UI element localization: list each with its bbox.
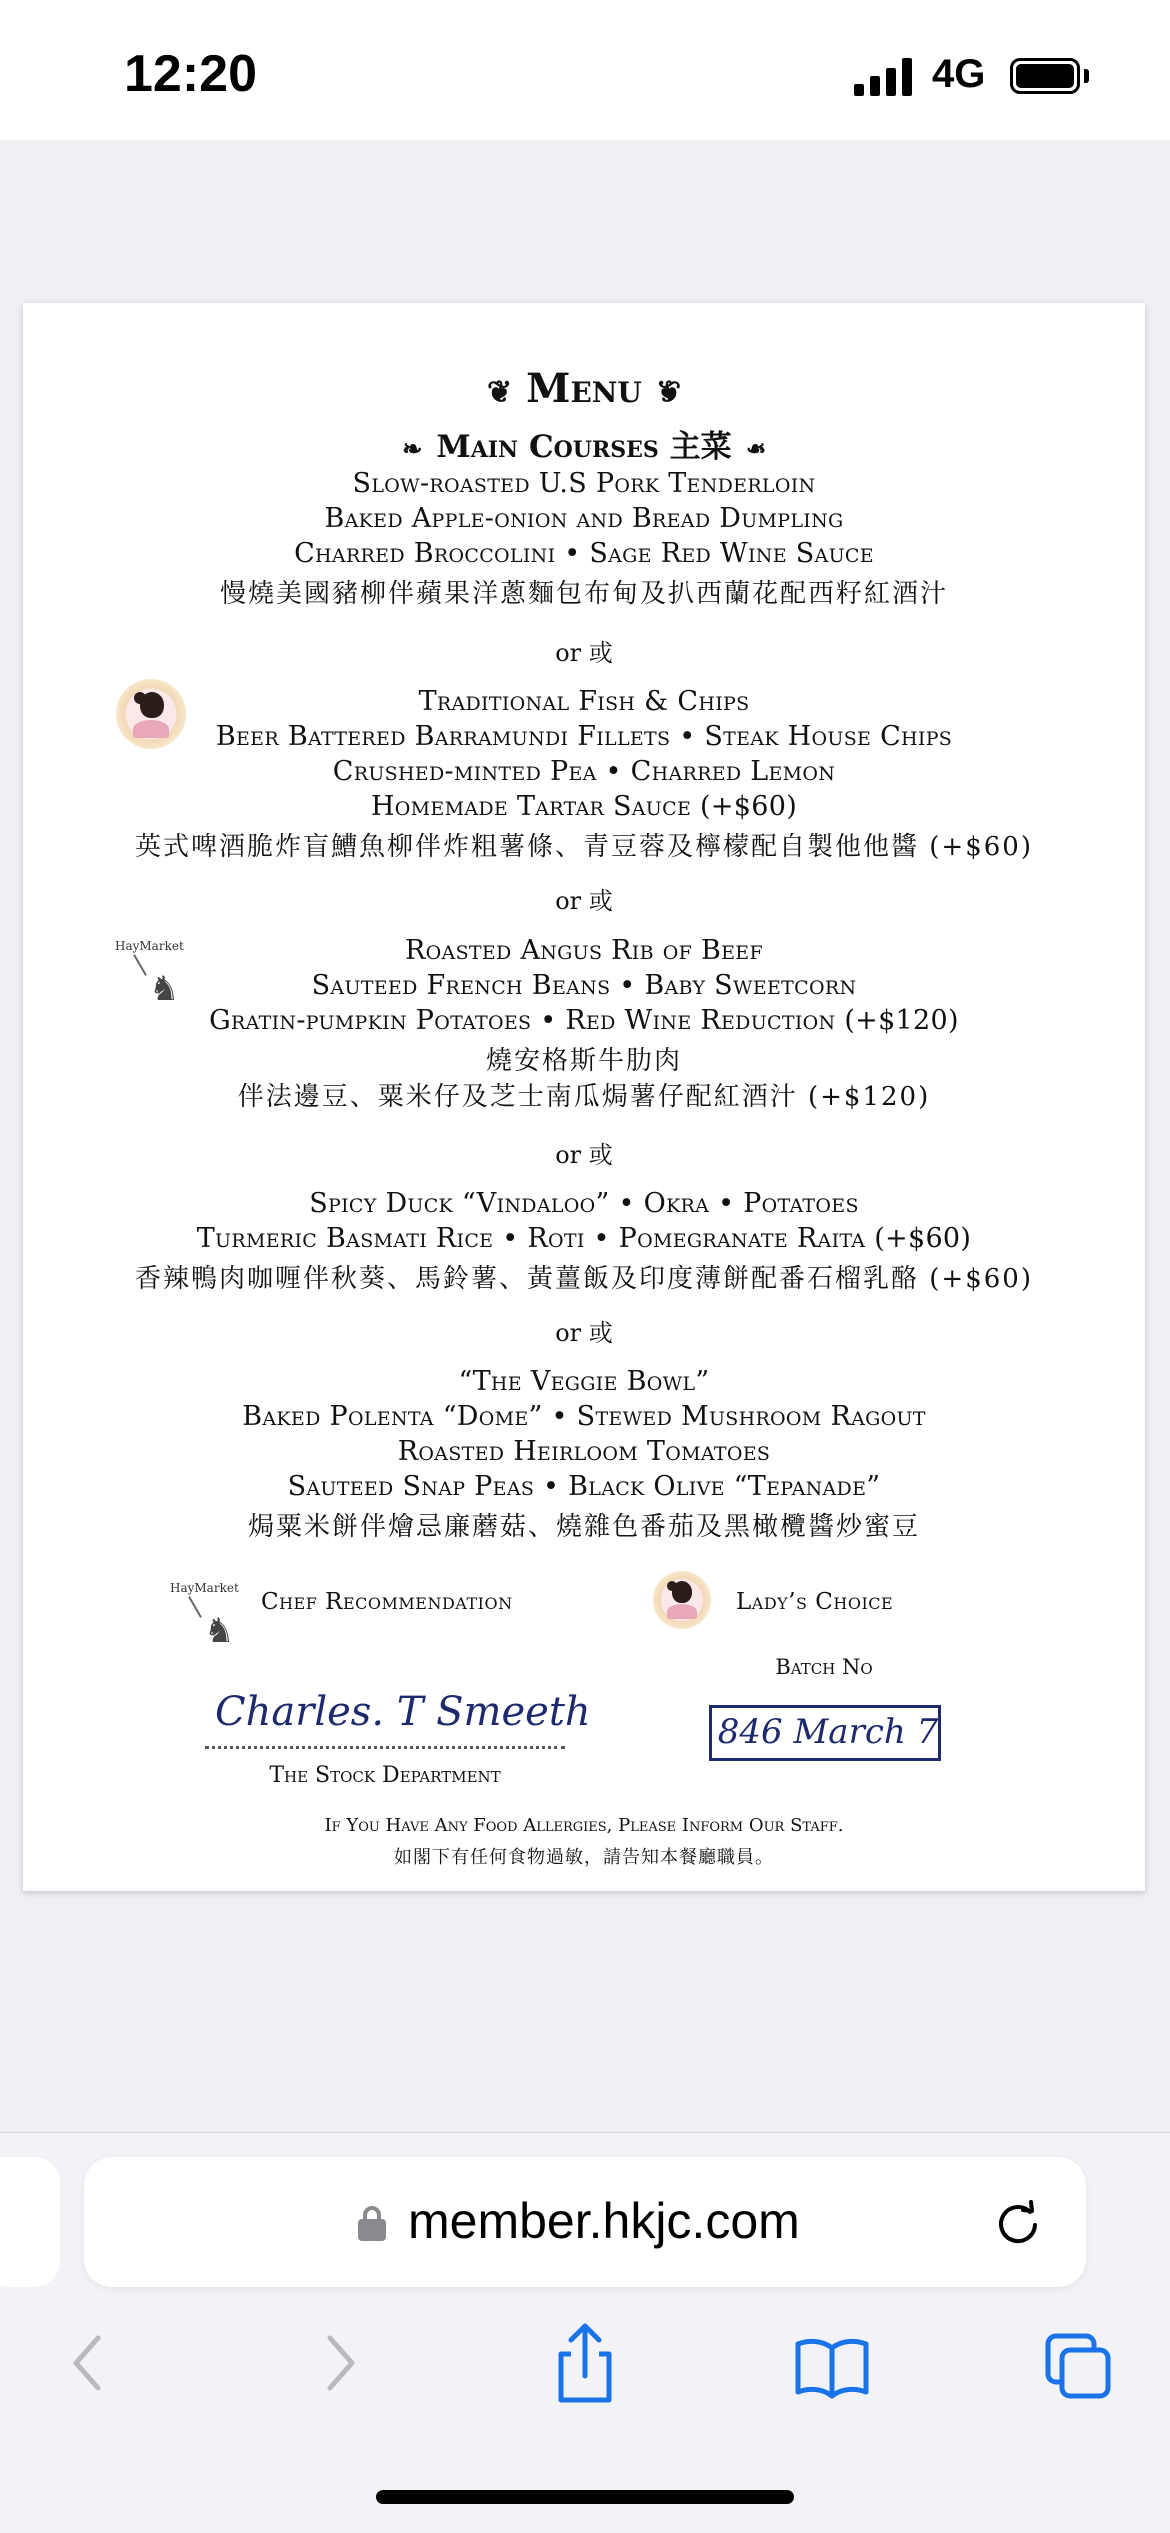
scroll-ornament-left-icon: ❦ [487, 374, 513, 410]
haymarket-logo-text: HayMarket [170, 1581, 239, 1595]
dish-line: Charred Broccolini • Sage Red Wine Sauce [294, 538, 874, 569]
dish-line-chinese: 慢燒美國豬柳伴蘋果洋蔥麵包布甸及扒西蘭花配西籽紅酒汁 [219, 579, 948, 609]
lock-icon [358, 2206, 386, 2236]
subtitle-row [23, 421, 1145, 466]
lady-choice-icon [653, 1571, 711, 1629]
legend-chef-recommendation: Chef Recommendation [261, 1589, 513, 1615]
batch-label: Batch No [775, 1655, 873, 1679]
dish-line: Slow-roasted U.S Pork Tenderloin [352, 468, 816, 499]
scroll-ornament-right-icon: ❦ [655, 374, 681, 410]
status-time: 12:20 [124, 45, 257, 103]
dish-line: “The Veggie Bowl” [458, 1366, 710, 1397]
haymarket-logo [170, 1581, 260, 1661]
battery-tip [1084, 69, 1089, 83]
stock-department-label: The Stock Department [269, 1763, 501, 1788]
horse-icon: ♞ [149, 969, 180, 1009]
url-text[interactable]: member.hkjc.com [408, 2193, 800, 2249]
signature-text: Charles. T Smeeth [215, 1689, 591, 1735]
or-separator: or 或 [555, 1319, 613, 1347]
cellular-signal-icon [854, 58, 914, 96]
haymarket-logo-text: HayMarket [115, 939, 184, 953]
dish-line: Roasted Angus Rib of Beef [405, 935, 763, 966]
dish-line: Baked Polenta “Dome” • Stewed Mushroom Ragout [242, 1401, 926, 1432]
dish-line: Traditional Fish & Chips [418, 686, 750, 717]
dish-line: Turmeric Basmati Rice • Roti • Pomegranate Raita (+$60) [196, 1223, 972, 1254]
legend-lady-choice: Lady’s Choice [736, 1589, 894, 1615]
network-type: 4G [932, 52, 986, 96]
dish-line: Beer Battered Barramundi Fillets • Steak House Chips [215, 721, 953, 752]
dish-line-chinese: 英式啤酒脆炸盲鰽魚柳伴炸粗薯條、青豆蓉及檸檬配自製他他醬 (+$60) [135, 832, 1033, 862]
menu-title: Menu [526, 365, 642, 412]
menu-title-row [23, 365, 1145, 412]
allergy-notice: If You Have Any Food Allergies, Please Inform Our Staff. [324, 1815, 844, 1836]
previous-tab-card[interactable] [0, 2157, 60, 2287]
bookmarks-icon[interactable] [792, 2318, 872, 2408]
dish-line-chinese: 伴法邊豆、粟米仔及芝士南瓜焗薯仔配紅酒汁 (+$120) [237, 1082, 931, 1112]
menu-document [23, 303, 1145, 1891]
dish-line: Roasted Heirloom Tomatoes [397, 1436, 771, 1467]
batch-number: 846 March 7 [717, 1712, 939, 1752]
back-icon[interactable] [48, 2318, 128, 2408]
signature [205, 1683, 591, 1753]
or-separator: or 或 [555, 639, 613, 667]
reload-icon[interactable] [990, 2196, 1046, 2252]
dish-line: Baked Apple-onion and Bread Dumpling [324, 503, 844, 534]
dish-line: Homemade Tartar Sauce (+$60) [370, 791, 798, 822]
or-separator: or 或 [555, 887, 613, 915]
dish-line: Spicy Duck “Vindaloo” • Okra • Potatoes [309, 1188, 859, 1219]
dish-line: Sauteed French Beans • Baby Sweetcorn [311, 970, 857, 1001]
tabs-icon[interactable] [1040, 2318, 1120, 2408]
dish-line: Sauteed Snap Peas • Black Olive “Tepanade” [287, 1471, 881, 1502]
dish-line: Gratin-pumpkin Potatoes • Red Wine Reduction (+$120) [209, 1005, 959, 1036]
scroll-ornament-right-icon: ❧ [745, 434, 766, 463]
share-icon[interactable] [545, 2318, 625, 2408]
dish-line-chinese: 香辣鴨肉咖喱伴秋葵、馬鈴薯、黃薑飯及印度薄餅配番石榴乳酪 (+$60) [135, 1264, 1033, 1294]
home-indicator [376, 2490, 794, 2504]
horse-icon: ♞ [204, 1611, 235, 1651]
dish-line-chinese: 燒安格斯牛肋肉 [485, 1046, 682, 1076]
forward-icon[interactable] [300, 2318, 380, 2408]
allergy-notice-chinese: 如閣下有任何食物過敏，請告知本餐廳職員。 [394, 1847, 774, 1868]
menu-subtitle: Main Courses 主菜 [436, 429, 732, 465]
status-bar [0, 0, 1170, 140]
batch-number-box [709, 1705, 941, 1761]
dish-line-chinese: 焗粟米餅伴燴忌廉蘑菇、燒雜色番茄及黑橄欖醬炒蜜豆 [247, 1512, 920, 1542]
dish-line: Crushed-minted Pea • Charred Lemon [332, 756, 836, 787]
scroll-ornament-left-icon: ❧ [402, 434, 423, 463]
or-separator: or 或 [555, 1141, 613, 1169]
battery-icon [1010, 58, 1080, 94]
